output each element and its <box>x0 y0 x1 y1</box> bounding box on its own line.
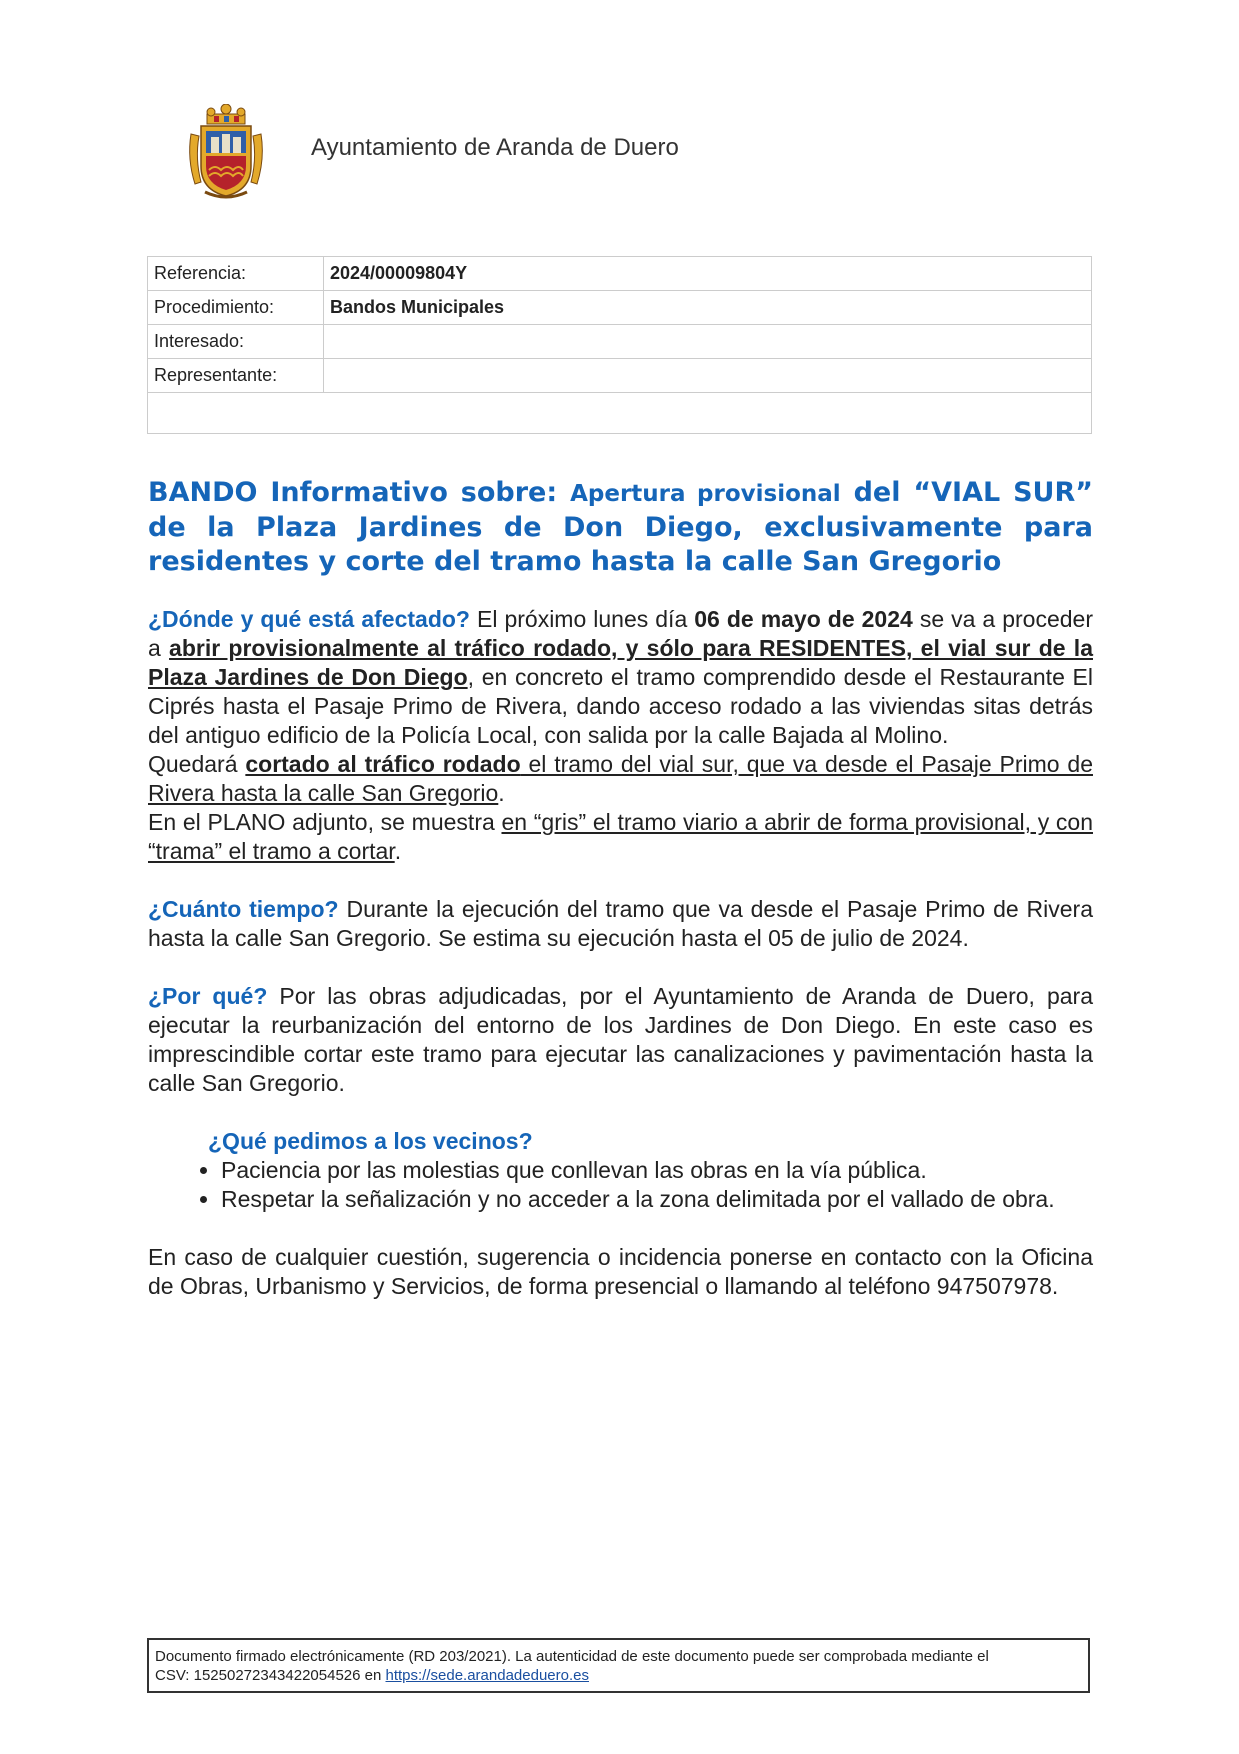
text-span: En el PLANO adjunto, se muestra <box>148 809 502 835</box>
list-item: • Respetar la señalización y no acceder a la zona delimitada por el vallado de obra. <box>221 1185 1093 1214</box>
text-span: Por las obras adjudicadas, por el Ayuntamiento de Aranda de Duero, para ejecutar la reurbanización del entorno de los Jardines de Don Diego. En este caso es imprescindible cortar este tramo para ejecutar las canalizaciones y pavimentación hasta la calle San Gregorio. <box>148 983 1093 1096</box>
question-what-we-ask: ¿Qué pedimos a los vecinos? <box>208 1128 533 1154</box>
spacer <box>148 953 1093 982</box>
footer-line-1: Documento firmado electrónicamente (RD 203/2021). La autenticidad de este documento puede ser comprobada mediante el <box>155 1648 989 1665</box>
title-part-1: BANDO Informativo sobre: <box>148 477 571 508</box>
paragraph-how-long <box>148 895 1093 953</box>
procedure-value: Bandos Municipales <box>324 291 1092 325</box>
opening-highlight: abrir provisionalmente al tráfico rodado, y sólo para RESIDENTES, el vial sur de la Plaza Jardines de Don Diego <box>148 635 1093 690</box>
csv-code: CSV: 15250272343422054526 en <box>155 1667 386 1684</box>
title-part-3: del “VIAL SUR” de la Plaza Jardines de Don Diego, exclusivamente para residentes y corte del tramo hasta la calle San Gregorio <box>148 477 1093 577</box>
spacer <box>148 866 1093 895</box>
paragraph-plan <box>148 808 1093 866</box>
paragraph-why <box>148 982 1093 1098</box>
text-span: . <box>498 780 505 806</box>
representative-value <box>324 359 1092 393</box>
question-where: ¿Dónde y qué está afectado? <box>148 606 470 632</box>
request-list <box>148 1156 1093 1214</box>
text-span: Quedará <box>148 751 246 777</box>
paragraph-cut <box>148 750 1093 808</box>
table-row <box>148 325 1092 359</box>
spacer <box>148 1098 1093 1127</box>
interested-label: Interesado: <box>148 325 324 359</box>
sede-link[interactable]: https://sede.arandadeduero.es <box>385 1667 589 1684</box>
document-title <box>148 476 1093 579</box>
cut-highlight: cortado al tráfico rodado <box>245 751 521 777</box>
paragraph-contact: En caso de cualquier cuestión, sugerencia o incidencia ponerse en contacto con la Oficina de Obras, Urbanismo y Servicios, de forma presencial o llamando al teléfono 947507978. <box>148 1244 1093 1299</box>
table-row <box>148 257 1092 291</box>
reference-value: 2024/00009804Y <box>324 257 1092 291</box>
representative-label: Representante: <box>148 359 324 393</box>
paragraph-where <box>148 605 1093 750</box>
title-part-2: Apertura provisional <box>570 481 841 507</box>
text-span: se va a proceder a <box>148 606 1093 661</box>
coat-of-arms-icon <box>185 104 267 200</box>
text-span: . <box>394 838 402 864</box>
reference-table <box>147 256 1092 434</box>
procedure-label: Procedimiento: <box>148 291 324 325</box>
date-highlight: 06 de mayo de 2024 <box>694 606 913 632</box>
list-item: • Paciencia por las molestias que conllevan las obras en la vía pública. <box>221 1156 1093 1185</box>
table-row <box>148 359 1092 393</box>
table-row <box>148 291 1092 325</box>
interested-value <box>324 325 1092 359</box>
spacer <box>148 1214 1093 1243</box>
document-body <box>148 605 1093 1301</box>
signature-footer <box>147 1638 1090 1693</box>
reference-label: Referencia: <box>148 257 324 291</box>
text-span: Durante la ejecución del tramo que va desde el Pasaje Primo de Rivera hasta la calle San Gregorio. Se estima su ejecución hasta el 05 de julio de 2024. <box>148 896 1093 951</box>
question-how-long: ¿Cuánto tiempo? <box>148 896 339 922</box>
text-span: El próximo lunes día <box>469 606 695 632</box>
text-span: , en concreto el tramo comprendido desde el Restaurante El Ciprés hasta el Pasaje Primo de Rivera, dando acceso rodado a las viviendas sitas detrás del antiguo edificio de la Policía Local, con salida por la calle Bajada al Molino. <box>148 664 1093 748</box>
text-span: el tramo del vial sur, que va desde el Pasaje Primo de Rivera hasta la calle San Gregorio <box>148 751 1093 806</box>
question-why: ¿Por qué? <box>148 983 268 1009</box>
footer-line-2 <box>155 1666 1082 1685</box>
organization-name: Ayuntamiento de Aranda de Duero <box>311 134 679 161</box>
table-row-empty <box>148 393 1092 434</box>
text-span: en “gris” el tramo viario a abrir de forma provisional, y con “trama” el tramo a cortar <box>148 809 1093 864</box>
